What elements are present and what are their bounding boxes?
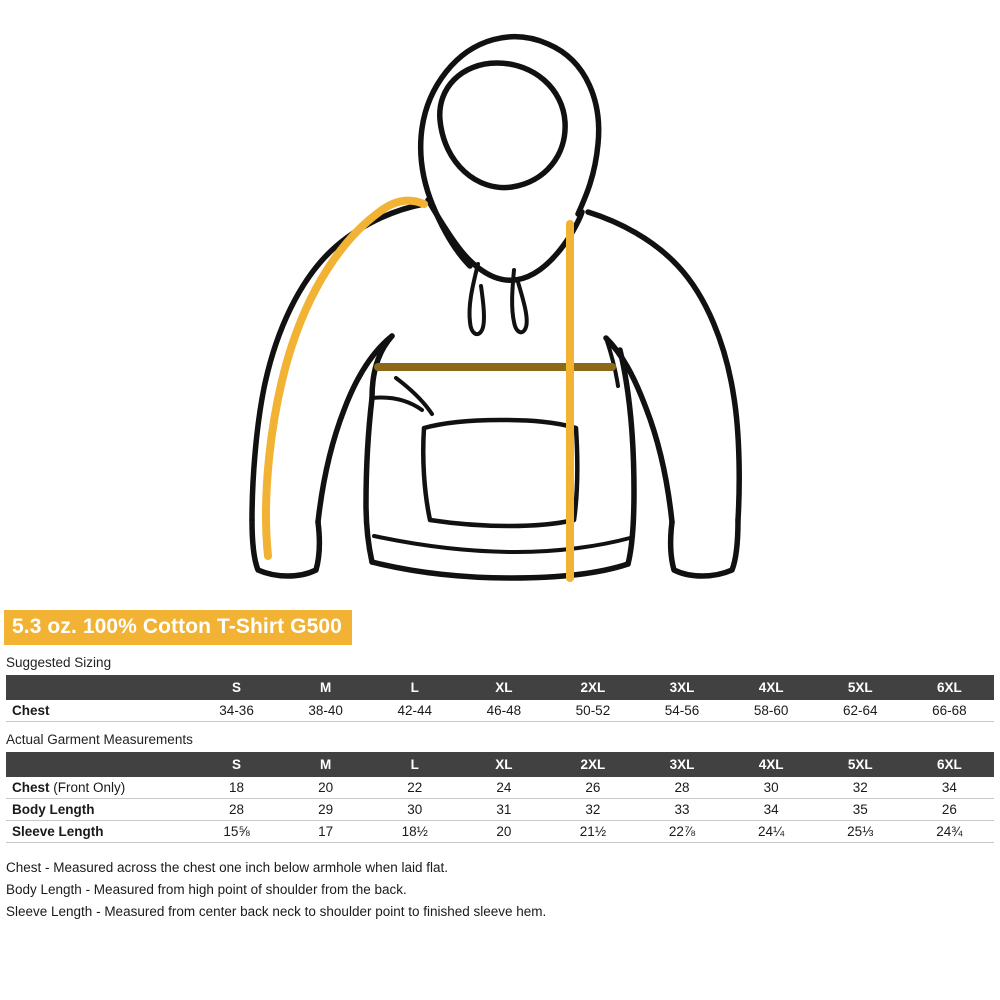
cell-chest-2xl: 50-52: [575, 703, 611, 719]
cell-chest-l: 22: [407, 780, 423, 796]
cell-body-l: 30: [407, 802, 423, 818]
note-chest: Chest - Measured across the chest one inch below armhole when laid flat.: [6, 860, 448, 876]
cell-chest-6xl: 34: [941, 780, 957, 796]
col-header-4xl: 4XL: [727, 675, 816, 700]
cell-sleeve-xl: 20: [496, 824, 512, 840]
cell-body-m: 29: [318, 802, 334, 818]
col-header-xl: XL: [459, 675, 548, 700]
cell-chest-2xl: 26: [585, 780, 601, 796]
suggested-sizing-table: [6, 675, 994, 722]
cell-chest-6xl: 66-68: [932, 703, 967, 719]
cell-chest-4xl: 58-60: [753, 703, 789, 719]
col-header-m: M: [281, 752, 370, 777]
cell-chest-4xl: 30: [763, 780, 779, 796]
measurement-notes: [6, 857, 1000, 923]
cell-body-5xl: 35: [852, 802, 868, 818]
col-header-s: S: [192, 752, 281, 777]
cell-sleeve-l: 18½: [401, 824, 428, 840]
table-header-row: [6, 752, 994, 777]
page-title: 5.3 oz. 100% Cotton T-Shirt G500: [4, 610, 352, 645]
cell-chest-xl: 24: [496, 780, 512, 796]
row-label-chest: [6, 700, 192, 722]
table-row: [6, 777, 994, 799]
cell-sleeve-2xl: 21½: [579, 824, 607, 840]
cell-body-xl: 31: [496, 802, 512, 818]
table-row: [6, 821, 994, 843]
cell-chest-3xl: 54-56: [664, 703, 700, 719]
col-header-3xl: 3XL: [637, 752, 726, 777]
col-header-5xl: 5XL: [816, 675, 905, 700]
cell-chest-5xl: 32: [852, 780, 868, 796]
col-header-3xl: 3XL: [637, 675, 726, 700]
actual-measurements-table: [6, 752, 994, 843]
cell-chest-5xl: 62-64: [842, 703, 878, 719]
cell-body-3xl: 33: [674, 802, 690, 818]
cell-sleeve-6xl: 24¾: [936, 824, 963, 840]
cell-sleeve-s: 15⅝: [223, 824, 250, 840]
suggested-sizing-caption: Suggested Sizing: [6, 655, 112, 671]
row-label-text: Sleeve Length: [12, 824, 104, 840]
col-header-2xl: 2XL: [548, 752, 637, 777]
cell-sleeve-m: 17: [318, 824, 334, 840]
cell-chest-l: 42-44: [397, 703, 433, 719]
note-body-length: Body Length - Measured from high point of shoulder from the back.: [6, 882, 407, 897]
cell-chest-m: 20: [318, 780, 334, 796]
table-row: [6, 700, 994, 722]
col-header-m: M: [281, 675, 370, 700]
col-header-blank: [6, 752, 192, 777]
row-label-sub: (Front Only): [49, 780, 126, 796]
col-header-xl: XL: [459, 752, 548, 777]
note-sleeve-length: Sleeve Length - Measured from center back neck to shoulder point to finished sleeve hem.: [6, 903, 547, 919]
cell-chest-s: 18: [229, 780, 245, 796]
cell-chest-3xl: 28: [674, 780, 690, 796]
table-row: [6, 799, 994, 821]
col-header-4xl: 4XL: [727, 752, 816, 777]
cell-sleeve-5xl: 25⅓: [847, 824, 874, 840]
col-header-6xl: 6XL: [905, 675, 994, 700]
col-header-5xl: 5XL: [816, 752, 905, 777]
col-header-s: S: [192, 675, 281, 700]
row-label-chest-front-only: [6, 777, 192, 799]
row-label-text: Chest: [12, 703, 50, 719]
actual-measurements-caption: Actual Garment Measurements: [6, 732, 193, 748]
cell-body-4xl: 34: [763, 802, 779, 818]
col-header-6xl: 6XL: [905, 752, 994, 777]
col-header-l: L: [370, 752, 459, 777]
cell-body-2xl: 32: [585, 802, 601, 818]
row-label-sleeve-length: [6, 821, 192, 843]
col-header-l: L: [370, 675, 459, 700]
row-label-text: Chest: [12, 780, 50, 796]
cell-chest-xl: 46-48: [486, 703, 522, 719]
cell-chest-m: 38-40: [308, 703, 343, 719]
cell-sleeve-4xl: 24¼: [757, 824, 785, 840]
col-header-2xl: 2XL: [548, 675, 637, 700]
table-header-row: [6, 675, 994, 700]
cell-chest-s: 34-36: [219, 703, 254, 719]
sleeve-length-line: [266, 201, 424, 556]
cell-body-6xl: 26: [941, 802, 957, 818]
cell-body-s: 28: [229, 802, 245, 818]
row-label-text: Body Length: [12, 802, 95, 818]
row-label-body-length: [6, 799, 192, 821]
title-container: [0, 610, 1000, 645]
cell-sleeve-3xl: 22⅞: [668, 824, 696, 840]
col-header-blank: [6, 675, 192, 700]
